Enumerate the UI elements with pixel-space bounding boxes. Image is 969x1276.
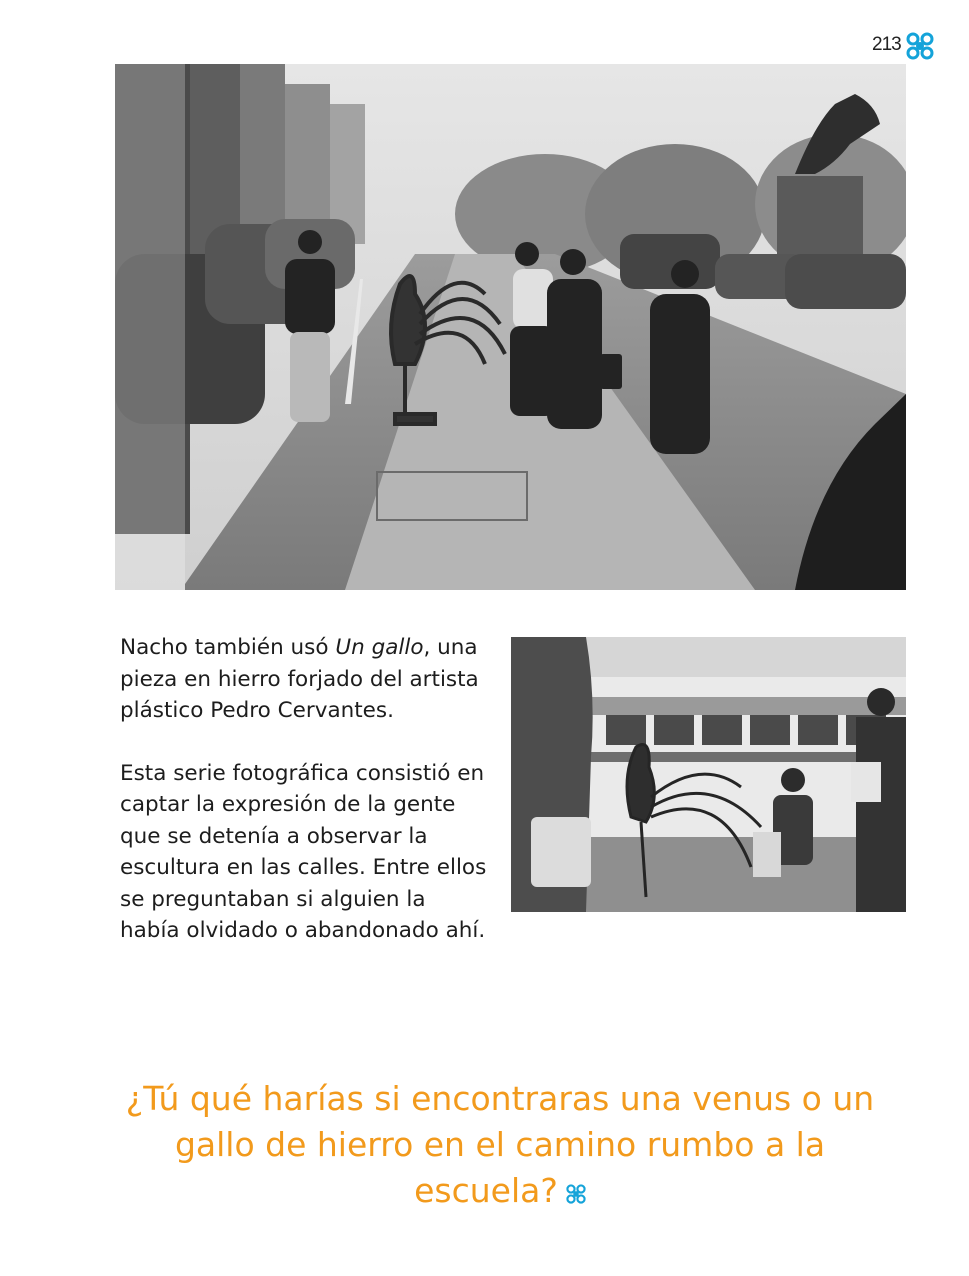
body-text <box>120 632 490 947</box>
page-number: 213 <box>872 34 901 55</box>
question-text: ¿Tú qué harías si encontraras una venus o un gallo de hierro en el camino rumbo a la escuela? <box>125 1079 875 1210</box>
flower-knot-small-icon <box>566 1170 586 1216</box>
flower-knot-icon <box>906 32 934 64</box>
paragraph-1 <box>120 632 490 727</box>
trolleybus-photo <box>511 637 906 912</box>
reflection-question <box>110 1076 890 1216</box>
paragraph-1-end: , una pieza en hierro forjado del artista plástico Pedro Cervantes. <box>120 635 479 723</box>
paragraph-1-start: Nacho también usó <box>120 635 336 660</box>
paragraph-2: Esta serie fotográfica consistió en captar la expresión de la gente que se detenía a observar la escultura en las calles. Entre ellos se preguntaban si alguien la había olvidado o abandonado ahí. <box>120 760 487 943</box>
artwork-title: Un gallo <box>335 635 424 660</box>
street-scene-photo <box>115 64 906 590</box>
